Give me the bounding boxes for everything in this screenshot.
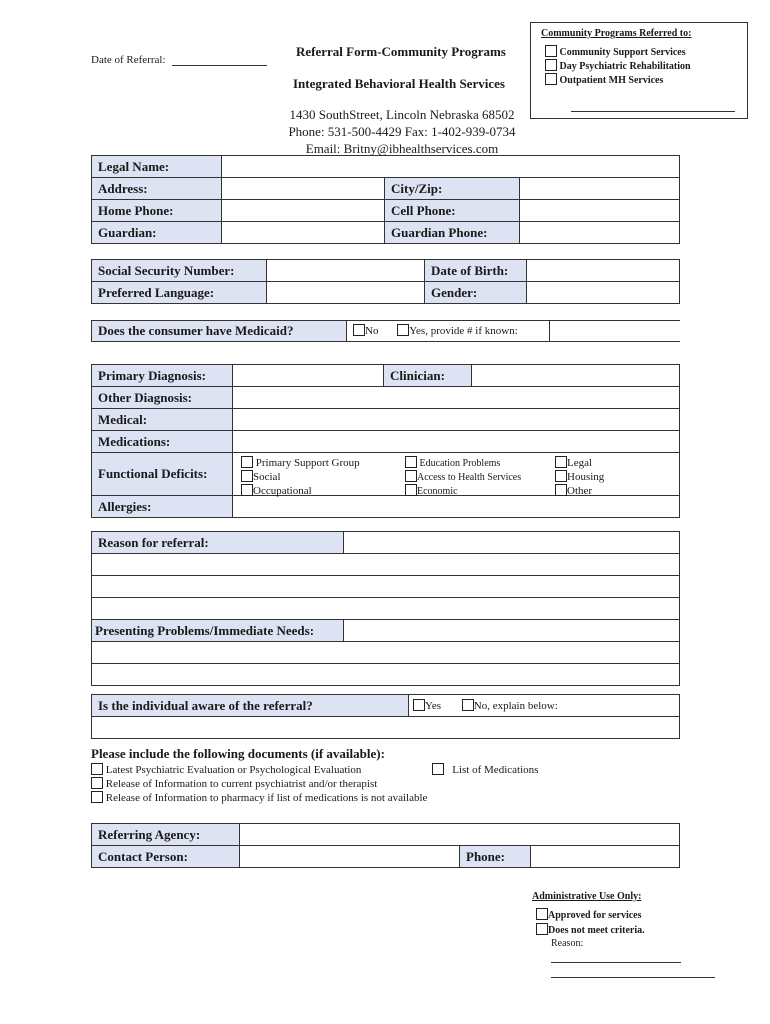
guardian-phone-field[interactable] [520,222,680,244]
medicaid-yes-option[interactable] [397,325,518,337]
contact-person-label: Contact Person: [92,846,240,868]
deficit-option-label: Social [253,471,281,483]
reason-line[interactable] [92,554,680,576]
program-option[interactable] [545,59,691,72]
admin-title: Administrative Use Only: [532,891,642,902]
deficit-option[interactable] [405,484,521,498]
program-option[interactable] [545,45,686,58]
language-field[interactable] [267,282,425,304]
deficit-option-label: Other [567,485,593,497]
form-title: Referral Form-Community Programs [296,44,506,59]
city-zip-label: City/Zip: [385,178,520,200]
deficit-option-label: Economic [417,486,458,497]
functional-deficits-options [233,453,680,496]
legal-name-field[interactable] [222,156,680,178]
reason-label: Reason for referral: [92,532,344,554]
aware-table [91,694,680,739]
medical-field[interactable] [233,409,680,431]
document-item-label: List of Medications [452,764,539,776]
program-option-label: Day Psychiatric Rehabilitation [559,61,691,72]
medicaid-no-option[interactable] [353,325,378,337]
checkbox-icon[interactable] [536,923,548,935]
referring-agency-field[interactable] [240,824,680,846]
reason-line[interactable] [92,598,680,620]
checkbox-icon[interactable] [241,484,253,496]
deficit-option-label: Legal [567,457,593,469]
admin-approved-label: Approved for services [548,910,642,921]
cell-phone-field[interactable] [520,200,680,222]
program-option-label: Outpatient MH Services [559,75,664,86]
client-info-table [91,155,680,244]
demographics-table [91,259,680,304]
referring-agency-label: Referring Agency: [92,824,240,846]
checkbox-icon[interactable] [545,73,557,85]
medicaid-number-field[interactable] [549,321,680,341]
checkbox-icon[interactable] [462,699,474,711]
org-email: Email: Britny@ibhealthservices.com [305,141,499,156]
presenting-problems-field[interactable] [344,620,680,642]
checkbox-icon[interactable] [241,470,253,482]
aware-no-label: No, explain below: [473,700,558,712]
guardian-field[interactable] [222,222,385,244]
programs-box-title: Community Programs Referred to: [541,28,692,39]
dob-label: Date of Birth: [425,260,527,282]
checkbox-icon[interactable] [555,470,567,482]
reason-table [91,531,680,686]
medicaid-options [346,321,550,341]
ssn-field[interactable] [267,260,425,282]
admin-not-meet-label: Does not meet criteria. [548,925,645,936]
program-option[interactable] [545,73,663,86]
checkbox-icon[interactable] [405,456,417,468]
documents-heading: Please include the following documents (if available): [91,746,385,761]
aware-yes-label: Yes [425,700,442,712]
deficit-option-label: Occupational [253,485,312,497]
presenting-line[interactable] [92,664,680,686]
deficit-option-label: Access to Health Services [417,472,522,483]
org-phone: Phone: 531-500-4429 Fax: 1-402-939-0734 [288,124,516,139]
deficit-option[interactable] [241,470,360,484]
deficit-column-1 [241,456,360,498]
checkbox-icon[interactable] [413,699,425,711]
aware-no-option[interactable] [462,700,558,712]
deficit-column-2 [405,456,521,498]
aware-explain-field[interactable] [92,717,680,739]
deficit-column-3 [555,456,604,498]
agency-table [91,823,680,868]
city-zip-field[interactable] [520,178,680,200]
admin-reason-line[interactable] [551,977,715,978]
deficit-option[interactable] [241,484,360,498]
gender-label: Gender: [425,282,527,304]
aware-yes-option[interactable] [413,700,441,712]
date-of-referral-field[interactable] [172,53,267,66]
clinician-label: Clinician: [384,365,472,387]
functional-deficits-label: Functional Deficits: [92,453,233,496]
deficit-option[interactable] [241,456,360,470]
checkbox-icon[interactable] [405,484,417,496]
admin-approved-option[interactable] [536,908,642,921]
admin-reason-line[interactable] [551,962,681,963]
program-option-label: Community Support Services [559,47,686,58]
deficit-option[interactable] [405,456,521,470]
checkbox-icon[interactable] [91,763,103,775]
medicaid-yes-label: Yes, provide # if known: [409,325,518,337]
checkbox-icon[interactable] [91,791,103,803]
home-phone-field[interactable] [222,200,385,222]
document-item-label: Release of Information to pharmacy if list of medications is not available [105,792,428,804]
legal-name-label: Legal Name: [92,156,222,178]
contact-person-field[interactable] [240,846,460,868]
document-item-medications[interactable] [432,763,538,776]
deficit-option[interactable] [405,470,521,484]
medications-label: Medications: [92,431,233,453]
form-subtitle: Integrated Behavioral Health Services [293,76,505,91]
deficit-option-label: Education Problems [419,458,501,469]
deficit-option[interactable] [555,484,604,498]
presenting-line[interactable] [92,642,680,664]
checkbox-icon[interactable] [91,777,103,789]
date-of-referral-label: Date of Referral: [91,54,166,66]
phone-field[interactable] [531,846,680,868]
guardian-label: Guardian: [92,222,222,244]
allergies-label: Allergies: [92,496,233,518]
cell-phone-label: Cell Phone: [385,200,520,222]
checkbox-icon[interactable] [555,456,567,468]
admin-not-meet-option[interactable] [536,923,645,936]
guardian-phone-label: Guardian Phone: [385,222,520,244]
checkbox-icon[interactable] [353,324,365,336]
phone-label: Phone: [460,846,531,868]
gender-field[interactable] [527,282,680,304]
programs-referred-box [530,22,748,119]
dob-field[interactable] [527,260,680,282]
home-phone-label: Home Phone: [92,200,222,222]
deficit-option[interactable] [555,470,604,484]
document-item[interactable] [91,763,361,776]
checkbox-icon[interactable] [241,456,253,468]
address-field[interactable] [222,178,385,200]
clinician-field[interactable] [472,365,680,387]
deficit-option[interactable] [555,456,604,470]
checkbox-icon[interactable] [536,908,548,920]
admin-reason-label: Reason: [551,938,584,949]
allergies-field[interactable] [233,496,680,518]
medicaid-row [91,320,680,342]
deficit-option-label: Primary Support Group [255,457,360,469]
document-item-label: Release of Information to current psychiatrist and/or therapist [105,778,378,790]
presenting-problems-label: Presenting Problems/Immediate Needs: [92,620,344,642]
deficit-option-label: Housing [567,471,605,483]
checkbox-icon[interactable] [432,763,444,775]
medicaid-question: Does the consumer have Medicaid? [98,323,294,338]
medicaid-no-label: No [365,325,379,337]
org-address: 1430 SouthStreet, Lincoln Nebraska 68502 [289,107,515,122]
document-item-label: Latest Psychiatric Evaluation or Psychological Evaluation [105,764,362,776]
diagnosis-table [91,364,680,518]
checkbox-icon[interactable] [555,484,567,496]
document-item[interactable] [91,777,377,790]
primary-diagnosis-label: Primary Diagnosis: [92,365,233,387]
primary-diagnosis-field[interactable] [233,365,384,387]
other-diagnosis-field[interactable] [233,387,680,409]
checkbox-icon[interactable] [397,324,409,336]
checkbox-icon[interactable] [545,45,557,57]
language-label: Preferred Language: [92,282,267,304]
medications-field[interactable] [233,431,680,453]
other-diagnosis-label: Other Diagnosis: [92,387,233,409]
medical-label: Medical: [92,409,233,431]
address-label: Address: [92,178,222,200]
programs-box-line[interactable] [571,111,735,112]
reason-field[interactable] [344,532,680,554]
checkbox-icon[interactable] [545,59,557,71]
aware-question: Is the individual aware of the referral? [92,695,409,717]
aware-options [409,695,680,717]
reason-line[interactable] [92,576,680,598]
checkbox-icon[interactable] [405,470,417,482]
document-item[interactable] [91,791,427,804]
ssn-label: Social Security Number: [92,260,267,282]
